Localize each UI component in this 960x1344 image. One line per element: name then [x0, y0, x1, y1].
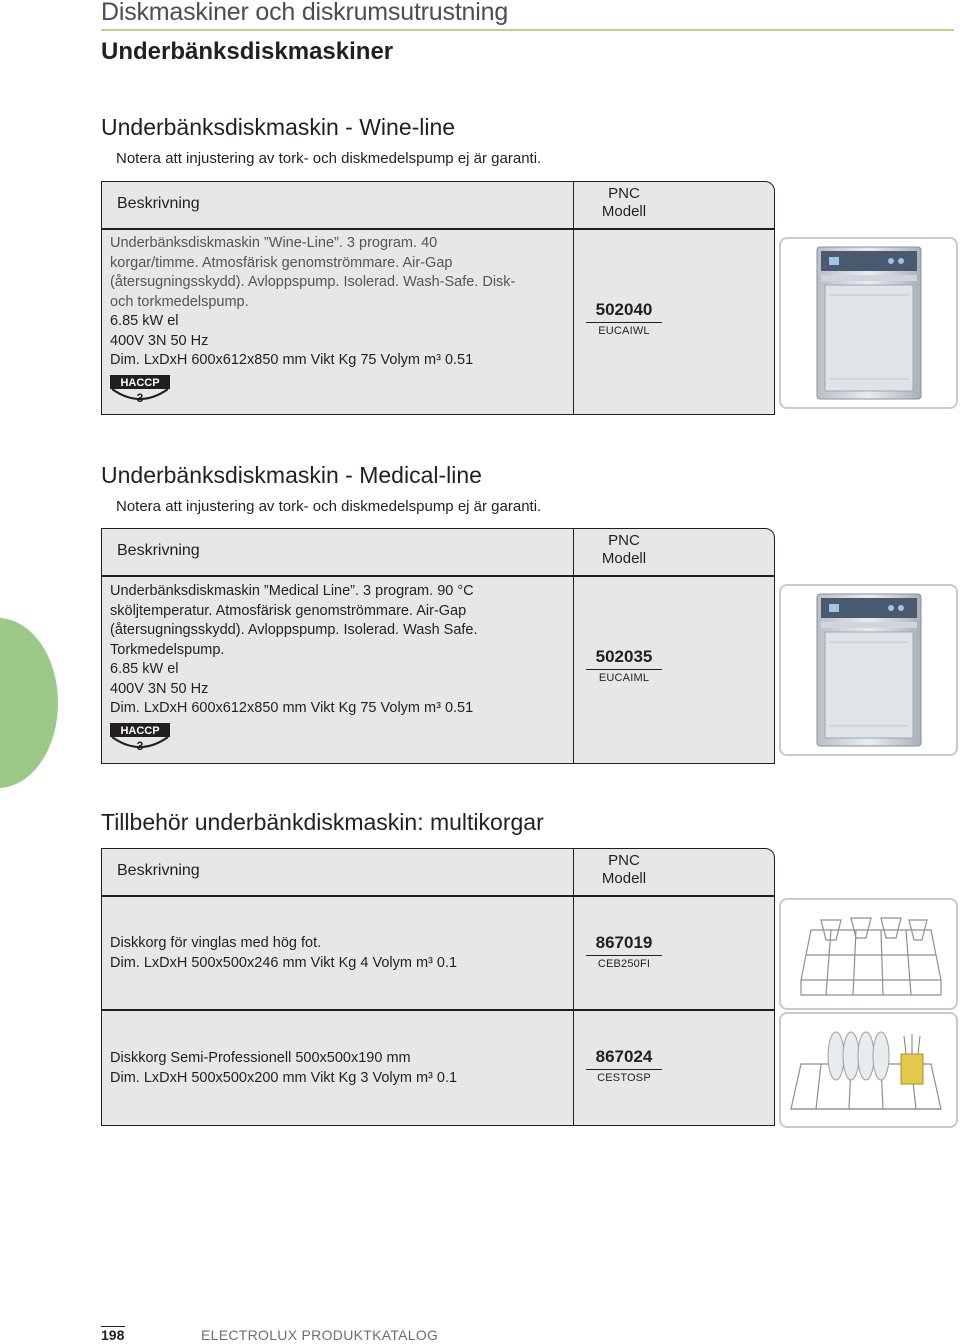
svg-text:HACCP: HACCP: [120, 376, 160, 389]
table-row: [101, 576, 775, 764]
product-description: Diskkorg för vinglas med hög fot. Dim. LxDxH 500x500x246 mm Vikt Kg 4 Volym m³ 0.1: [110, 935, 458, 971]
pnc-cell: [586, 647, 662, 684]
table-header: [101, 528, 775, 576]
pnc-cell: [586, 1047, 662, 1084]
column-header-description: Beskrivning: [117, 542, 200, 559]
section-note: Notera att injustering av tork- och diskmedelspump ej är garanti.: [116, 150, 542, 167]
column-header-pnc: PNC Modell: [601, 532, 647, 567]
column-header-description: Beskrivning: [117, 862, 200, 879]
pnc-cell: [586, 300, 662, 337]
table-row: [101, 1010, 775, 1126]
pnc-number: 867019: [586, 933, 662, 956]
catalog-name: ELECTROLUX PRODUKTKATALOG: [201, 1327, 439, 1343]
pnc-number: 502040: [586, 300, 662, 323]
section-tab-marker: [0, 618, 58, 788]
haccp-badge-icon: [110, 723, 170, 753]
svg-text:3: 3: [136, 738, 144, 753]
header-divider: [101, 29, 954, 31]
page-title: Underbänksdiskmaskiner: [101, 38, 394, 65]
glass-rack-photo: [779, 898, 958, 1010]
svg-text:HACCP: HACCP: [120, 724, 160, 737]
dish-basket-photo: [779, 1012, 958, 1128]
table-header: [101, 181, 775, 229]
column-header-description: Beskrivning: [117, 195, 200, 212]
column-header-pnc: PNC Modell: [601, 185, 647, 220]
page-number: 198: [101, 1327, 125, 1343]
dishwasher-photo: [779, 237, 958, 409]
model-code: CESTOSP: [597, 1072, 651, 1084]
table-row: [101, 896, 775, 1010]
chapter-title: Diskmaskiner och diskrumsutrustning: [101, 0, 509, 26]
model-code: CEB250FI: [597, 958, 651, 970]
pnc-number: 502035: [586, 647, 662, 670]
pnc-number: 867024: [586, 1047, 662, 1070]
section-title-medical-line: Underbänksdiskmaskin - Medical-line: [101, 462, 482, 488]
table-row: [101, 229, 775, 415]
table-header: [101, 848, 775, 896]
section-title-accessories: Tillbehör underbänkdiskmaskin: multikorgar: [101, 809, 544, 835]
section-title-wine-line: Underbänksdiskmaskin - Wine-line: [101, 114, 456, 140]
model-code: EUCAIWL: [598, 325, 650, 337]
pnc-cell: [586, 933, 662, 970]
section-note: Notera att injustering av tork- och diskmedelspump ej är garanti.: [116, 498, 542, 515]
column-header-pnc: PNC Modell: [601, 852, 647, 887]
dishwasher-photo: [779, 584, 958, 756]
haccp-badge-icon: [110, 375, 170, 405]
product-description: Diskkorg Semi-Professionell 500x500x190 mm Dim. LxDxH 500x500x200 mm Vikt Kg 3 Volym m³ 0.1: [110, 1050, 458, 1086]
model-code: EUCAIML: [598, 672, 650, 684]
product-description: Underbänksdiskmaskin ”Wine-Line”. 3 program. 40 korgar/timme. Atmosfärisk genomströmmare. Air-Gap (återsugningsskydd). Avloppspump. Isolerad. Wash-Safe. Disk- och torkmedelspump. 6.85 kW el 400V 3N 50 Hz Dim. LxDxH 600x612x850 mm Vikt Kg 75 Volym m³ 0.51 HACCP 3: [110, 235, 516, 405]
svg-text:3: 3: [136, 390, 144, 405]
product-description: Underbänksdiskmaskin ”Medical Line”. 3 program. 90 °C sköljtemperatur. Atmosfärisk genomströmmare. Air-Gap (återsugningsskydd). Avloppspump. Isolerad. Wash Safe. Torkmedelspump. 6.85 kW el 400V 3N 50 Hz Dim. LxDxH 600x612x850 mm Vikt Kg 75 Volym m³ 0.51 HACCP 3: [110, 583, 478, 753]
